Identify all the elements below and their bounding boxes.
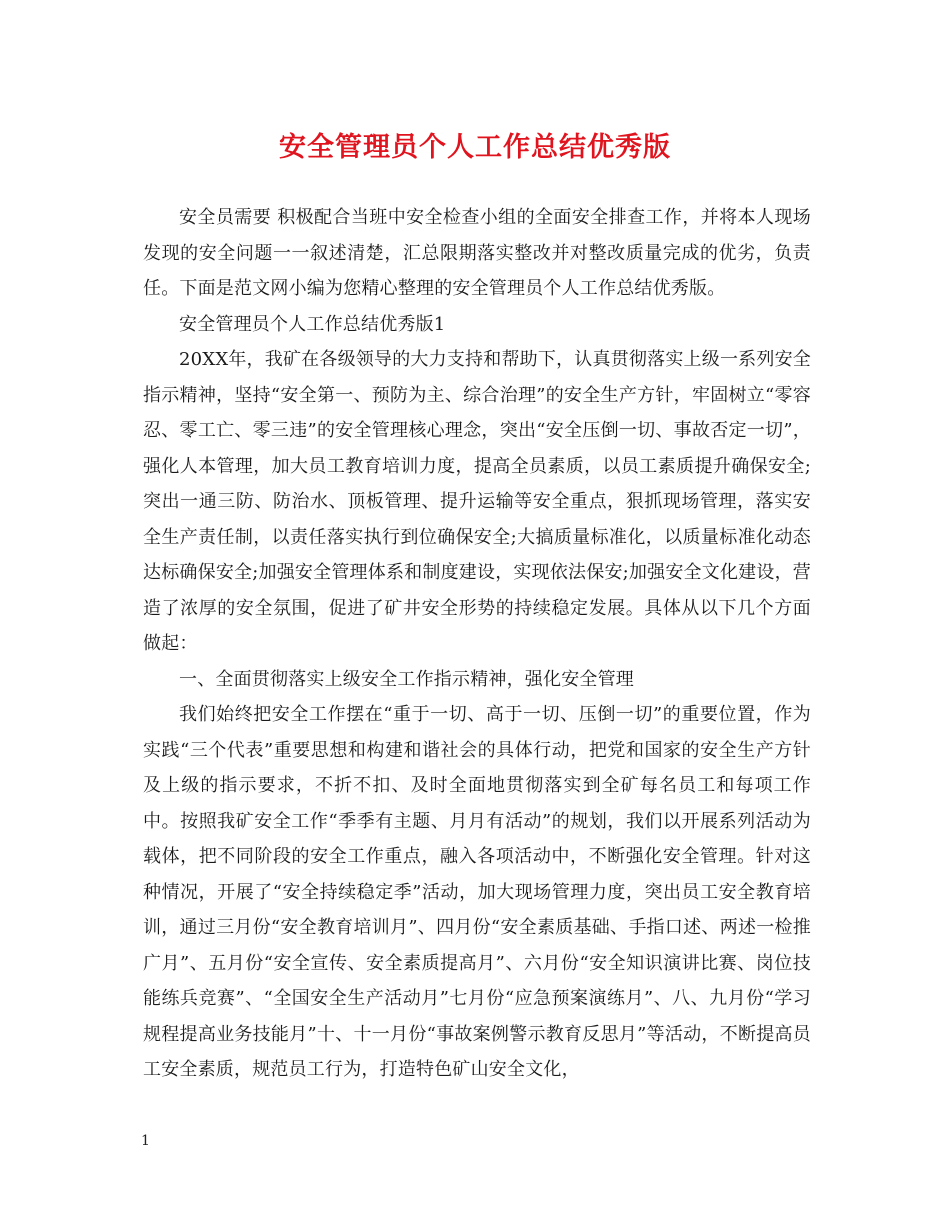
paragraph-intro: 安全员需要 积极配合当班中安全检查小组的全面安全排查工作，并将本人现场发现的安全问题一一叙述清楚，汇总限期落实整改并对整改质量完成的优劣，负责任。下面是范文网小编为您精心整理的安全管理员个人工作总结优秀版。 [143,207,811,299]
paragraph-overview: 20XX年，我矿在各级领导的大力支持和帮助下，认真贯彻落实上级一系列安全指示精神，坚持“安全第一、预防为主、综合治理”的安全生产方针，牢固树立“零容忍、零工亡、零三违”的安全管理核心理念，突出“安全压倒一切、事故否定一切”，强化人本管理，加大员工教育培训力度，提高全员素质，以员工素质提升确保安全;突出一通三防、防治水、顶板管理、提升运输等安全重点，狠抓现场管理，落实安全生产责任制，以责任落实执行到位确保安全;大搞质量标准化，以质量标准化动态达标确保安全;加强安全管理体系和制度建设，实现依法保安;加强安全文化建设，营造了浓厚的安全氛围，促进了矿井安全形势的持续稳定发展。具体从以下几个方面做起： [143,349,811,654]
page-number: 1 [141,1133,150,1149]
paragraph-subtitle: 安全管理员个人工作总结优秀版1 [179,313,446,335]
document-body [143,200,811,1088]
paragraph-section-body: 我们始终把安全工作摆在“重于一切、高于一切、压倒一切”的重要位置，作为实践“三个代表”重要思想和构建和谐社会的具体行动，把党和国家的安全生产方针及上级的指示要求，不折不扣、及时全面地贯彻落实到全矿每名员工和每项工作中。按照我矿安全工作“季季有主题、月月有活动”的规划，我们以开展系列活动为载体，把不同阶段的安全工作重点，融入各项活动中，不断强化安全管理。针对这种情况，开展了“安全持续稳定季”活动，加大现场管理力度，突出员工安全教育培训，通过三月份“安全教育培训月”、四月份“安全素质基础、手指口述、两述一检推广月”、五月份“安全宣传、安全素质提高月”、六月份“安全知识演讲比赛、岗位技能练兵竞赛”、“全国安全生产活动月”七月份“应急预案演练月”、八、九月份“学习规程提高业务技能月”十、十一月份“事故案例警示教育反思月”等活动，不断提高员工安全素质，规范员工行为，打造特色矿山安全文化， [143,704,811,1080]
document-title: 安全管理员个人工作总结优秀版 [279,132,671,163]
section-heading: 一、全面贯彻落实上级安全工作指示精神，强化安全管理 [179,668,634,690]
